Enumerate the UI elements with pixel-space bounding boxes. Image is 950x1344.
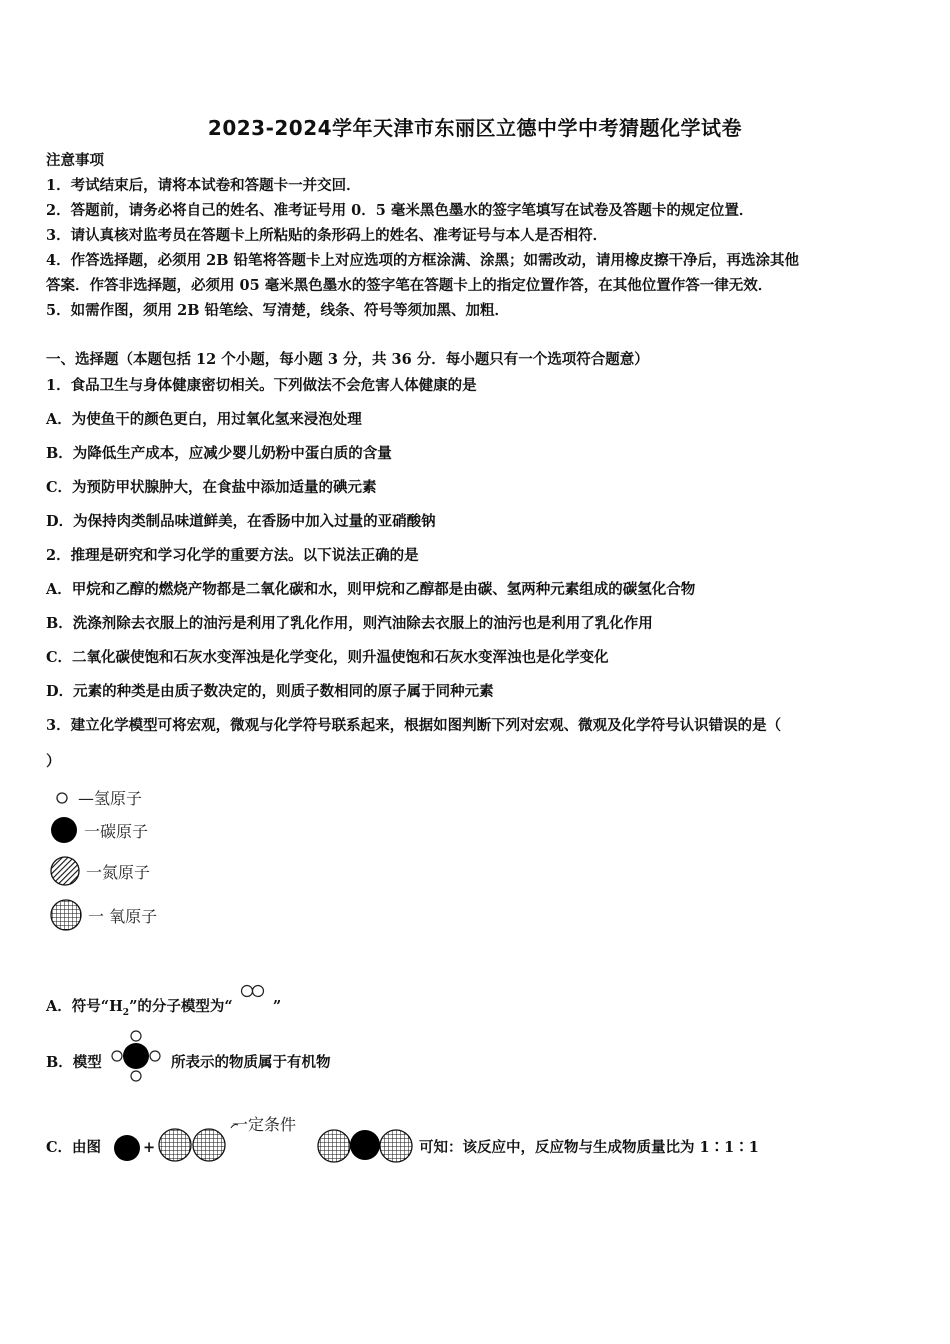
- oxygen-atom-icon: [48, 897, 86, 933]
- oxygen-molecule-icon: [157, 1126, 229, 1164]
- subscript: 2: [122, 1007, 130, 1018]
- question-stem-end: ）: [46, 753, 61, 770]
- legend-row-nitrogen: [48, 854, 150, 888]
- notice-item: 5．如需作图，须用 2B 铅笔绘、写清楚，线条、符号等须加黑、加粗．: [46, 302, 510, 319]
- option-a: [46, 983, 281, 1023]
- hydrogen-atom-icon: [48, 784, 76, 810]
- legend-row-hydrogen: [48, 784, 142, 810]
- reaction-condition: 一定条件: [232, 1115, 297, 1134]
- option-b: B．洗涤剂除去衣服上的油污是利用了乳化作用，则汽油除去衣服上的油污也是利用了乳化作用: [46, 615, 653, 632]
- option-a: A．甲烷和乙醇的燃烧产物都是二氧化碳和水，则甲烷和乙醇都是由碳、氢两种元素组成的碳氢化合物: [46, 581, 696, 598]
- option-d: D．元素的种类是由质子数决定的，则质子数相同的原子属于同种元素: [46, 683, 494, 700]
- option-a-text: A．符号“H: [46, 998, 123, 1015]
- carbon-dioxide-molecule-icon: [316, 1126, 416, 1166]
- question-stem: 2．推理是研究和学习化学的重要方法。以下说法正确的是: [46, 547, 419, 564]
- notice-item: 2．答题前，请务必将自己的姓名、准考证号用 0．5 毫米黑色墨水的签字笔填写在试卷及答题卡的规定位置．: [46, 202, 754, 219]
- option-c: C．由图: [46, 1139, 102, 1156]
- option-b: [46, 1053, 102, 1073]
- methane-molecule-icon: [108, 1030, 164, 1082]
- legend-label: —氢原子: [78, 788, 143, 808]
- legend-row-carbon: [48, 814, 148, 846]
- option-a-text: ”的分子模型为“: [129, 998, 233, 1015]
- question-stem: 1．食品卫生与身体健康密切相关。下列做法不会危害人体健康的是: [46, 377, 477, 394]
- option-c-tail: 可知：该反应中，反应物与生成物质量比为 1∶1∶1: [419, 1139, 759, 1156]
- notice-item: 4．作答选择题，必须用 2B 铅笔将答题卡上对应选项的方框涂满、涂黑；如需改动，请用橡皮擦干净后，再选涂其他: [46, 252, 800, 269]
- notice-item: 答案．作答非选择题，必须用 05 毫米黑色墨水的签字笔在答题卡上的指定位置作答，在其他位置作答一律无效．: [46, 277, 773, 294]
- legend-label: 一氮原子: [86, 862, 151, 882]
- section-heading: 一、选择题（本题包括 12 个小题，每小题 3 分，共 36 分．每小题只有一个选项符合题意）: [46, 351, 649, 368]
- carbon-atom-icon: [48, 814, 82, 846]
- nitrogen-atom-icon: [48, 854, 84, 888]
- arrow-mark: [230, 1122, 240, 1130]
- legend-row-oxygen: [48, 897, 157, 933]
- notice-heading: 注意事项: [46, 152, 104, 169]
- option-a: A．为使鱼干的颜色更白，用过氧化氢来浸泡处理: [46, 411, 362, 428]
- option-c: C．为预防甲状腺肿大，在食盐中添加适量的碘元素: [46, 479, 377, 496]
- legend-label: 一 氧原子: [88, 906, 158, 926]
- option-c: C．二氧化碳使饱和石灰水变浑浊是化学变化，则升温使饱和石灰水变浑浊也是化学变化: [46, 649, 609, 666]
- carbon-atom-icon: [112, 1133, 142, 1163]
- option-a-text: ”: [272, 998, 282, 1015]
- option-d: D．为保持肉类制品味道鲜美，在香肠中加入过量的亚硝酸钠: [46, 513, 436, 530]
- h2-molecule-icon: [238, 983, 268, 1003]
- plus-sign: +: [143, 1139, 156, 1156]
- question-stem: 3．建立化学模型可将宏观，微观与化学符号联系起来，根据如图判断下列对宏观、微观及化学符号认识错误的是（: [46, 717, 782, 734]
- option-b-tail: 所表示的物质属于有机物: [171, 1054, 331, 1071]
- page-title: 2023-2024学年天津市东丽区立德中学中考猜题化学试卷: [207, 116, 743, 140]
- notice-item: 1．考试结束后，请将本试卷和答题卡一并交回．: [46, 177, 361, 194]
- option-b: B．为降低生产成本，应减少婴儿奶粉中蛋白质的含量: [46, 445, 392, 462]
- notice-item: 3．请认真核对监考员在答题卡上所粘贴的条形码上的姓名、准考证号与本人是否相符．: [46, 227, 608, 244]
- legend-label: 一碳原子: [84, 821, 149, 841]
- option-b-text: B．模型: [46, 1054, 102, 1071]
